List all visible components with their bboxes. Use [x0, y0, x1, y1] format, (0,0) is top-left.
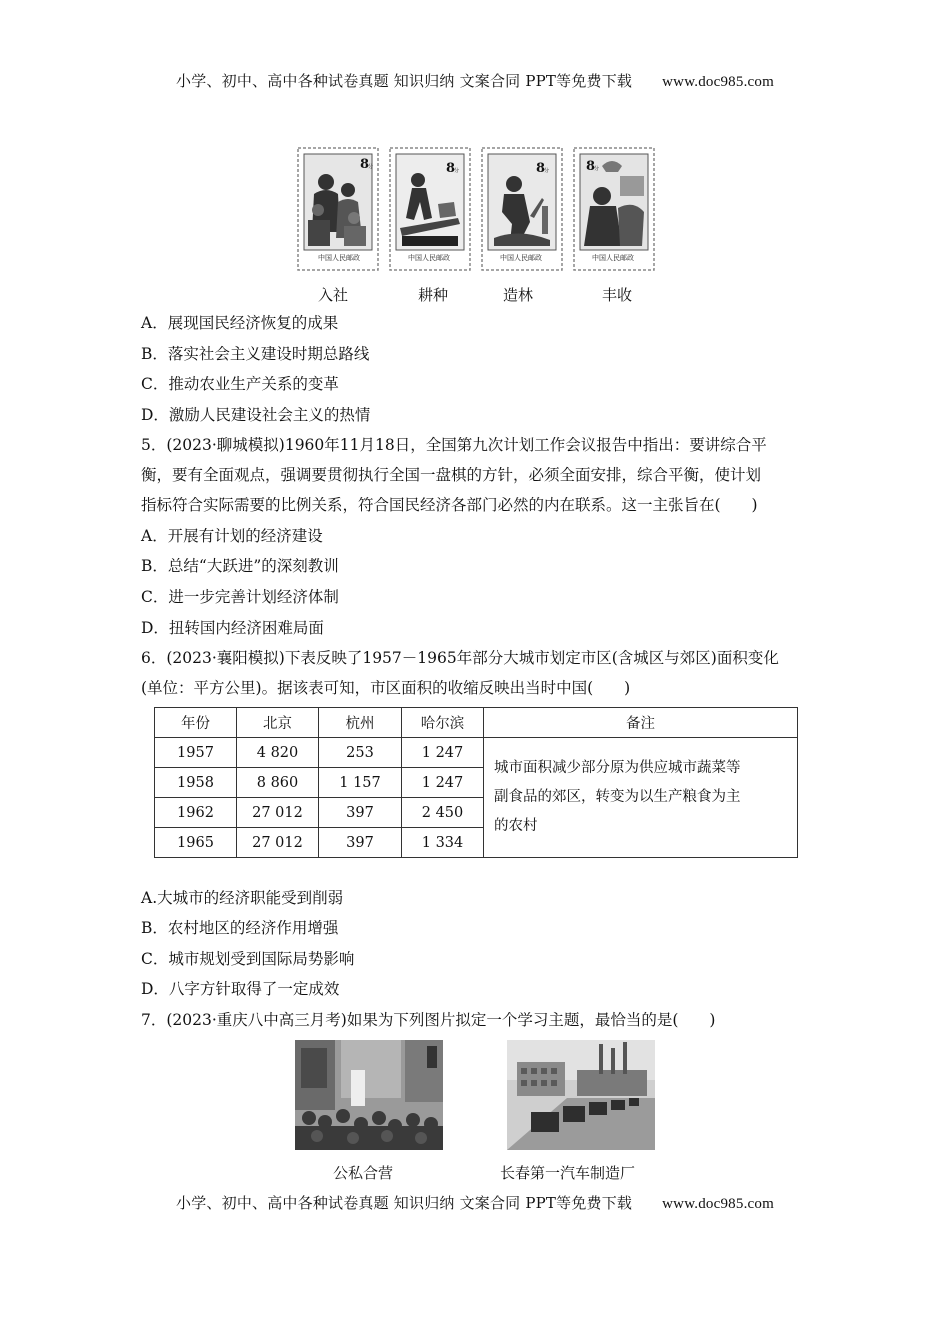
stamp-1-unit: 分 [368, 164, 374, 170]
stamp-2 [388, 146, 472, 272]
footer-site[interactable]: www.doc985.com [662, 1196, 774, 1212]
page-footer [0, 1192, 950, 1213]
stamp-3-value: 8 [536, 161, 546, 176]
stamp-3 [480, 146, 564, 272]
stamp-caption-4: 丰收 [601, 286, 632, 304]
q6-option-b: B．农村地区的经济作用增强 [141, 919, 339, 937]
stamp-4-value: 8 [586, 159, 596, 174]
stamp-3-inscription: 中国人民邮政 [500, 254, 542, 262]
cell-hangzhou: 1 157 [319, 768, 402, 798]
cell-beijing: 8 860 [237, 768, 319, 798]
q5-option-c: C．进一步完善计划经济体制 [141, 588, 339, 606]
header-text: 小学、初中、高中各种试卷真题 知识归纳 文案合同 PPT等免费下载 [176, 72, 633, 90]
q6-stem-line-2: (单位：平方公里)。据该表可知，市区面积的收缩反映出当时中国( ) [141, 679, 631, 697]
header-hangzhou: 杭州 [319, 708, 402, 738]
q4-option-c: C．推动农业生产关系的变革 [141, 375, 339, 393]
note-line-2: 副食品的郊区，转变为以生产粮食为主 [494, 789, 741, 805]
stamp-4-unit: 分 [594, 166, 600, 172]
header-beijing: 北京 [237, 708, 319, 738]
header-harbin: 哈尔滨 [402, 708, 484, 738]
header-year: 年份 [155, 708, 237, 738]
cell-beijing: 4 820 [237, 738, 319, 768]
q4-option-a: A．展现国民经济恢复的成果 [141, 314, 339, 332]
note-line-1: 城市面积减少部分原为供应城市蔬菜等 [494, 760, 741, 776]
q6-option-a: A.大城市的经济职能受到削弱 [141, 889, 344, 907]
stamp-2-value: 8 [446, 161, 456, 176]
cell-year: 1962 [155, 798, 237, 828]
header-site[interactable]: www.doc985.com [662, 74, 774, 90]
cell-beijing: 27 012 [237, 828, 319, 858]
stamp-3-unit: 分 [544, 168, 550, 174]
cell-note [484, 738, 798, 858]
stamp-4-inscription: 中国人民邮政 [592, 254, 634, 262]
cell-beijing: 27 012 [237, 798, 319, 828]
q5-stem-line-3: 指标符合实际需要的比例关系，符合国民经济各部门必然的内在联系。这一主张旨在( ) [141, 496, 758, 514]
stamp-2-unit: 分 [454, 168, 460, 174]
footer-text: 小学、初中、高中各种试卷真题 知识归纳 文案合同 PPT等免费下载 [176, 1194, 633, 1212]
cell-hangzhou: 253 [319, 738, 402, 768]
table-header-row [155, 708, 798, 738]
table-row [155, 738, 798, 768]
q6-option-d: D．八字方针取得了一定成效 [141, 980, 340, 998]
photo-caption-1: 公私合营 [333, 1164, 394, 1182]
q4-option-d: D．激励人民建设社会主义的热情 [141, 406, 371, 424]
q5-option-b: B．总结“大跃进”的深刻教训 [141, 557, 339, 575]
cell-harbin: 1 247 [402, 738, 484, 768]
cell-harbin: 2 450 [402, 798, 484, 828]
cell-year: 1957 [155, 738, 237, 768]
q5-option-d: D．扭转国内经济困难局面 [141, 619, 324, 637]
q5-stem-line-1: 5．(2023·聊城模拟)1960年11月18日，全国第九次计划工作会议报告中指出：要讲综合平 [141, 436, 767, 454]
page-header [0, 70, 950, 91]
stamp-caption-2: 耕种 [417, 286, 448, 304]
q6-stem-line-1: 6．(2023·襄阳模拟)下表反映了1957－1965年部分大城市划定市区(含城区与郊区)面积变化 [141, 649, 779, 667]
city-area-table [154, 707, 798, 858]
header-note: 备注 [484, 708, 798, 738]
stamp-2-inscription: 中国人民邮政 [408, 254, 450, 262]
photo-public-private [295, 1040, 443, 1150]
stamp-1 [296, 146, 380, 272]
stamp-caption-1: 入社 [317, 286, 348, 304]
stamp-caption-3: 造林 [502, 286, 533, 304]
photo-changchun-factory [507, 1040, 655, 1150]
stamp-4 [572, 146, 656, 272]
cell-harbin: 1 334 [402, 828, 484, 858]
stamp-set [296, 146, 658, 274]
stamp-1-value: 8 [360, 157, 370, 172]
q5-option-a: A．开展有计划的经济建设 [141, 527, 323, 545]
stamp-1-inscription: 中国人民邮政 [318, 254, 360, 262]
cell-harbin: 1 247 [402, 768, 484, 798]
q7-stem: 7．(2023·重庆八中高三月考)如果为下列图片拟定一个学习主题，最恰当的是( ) [141, 1011, 716, 1029]
cell-year: 1965 [155, 828, 237, 858]
note-line-3: 的农村 [494, 818, 538, 834]
q4-option-b: B．落实社会主义建设时期总路线 [141, 345, 370, 363]
q6-option-c: C．城市规划受到国际局势影响 [141, 950, 355, 968]
cell-year: 1958 [155, 768, 237, 798]
cell-hangzhou: 397 [319, 828, 402, 858]
cell-hangzhou: 397 [319, 798, 402, 828]
q5-stem-line-2: 衡，要有全面观点，强调要贯彻执行全国一盘棋的方针，必须全面安排，综合平衡，使计划 [141, 466, 762, 484]
photo-caption-2: 长春第一汽车制造厂 [500, 1164, 636, 1182]
